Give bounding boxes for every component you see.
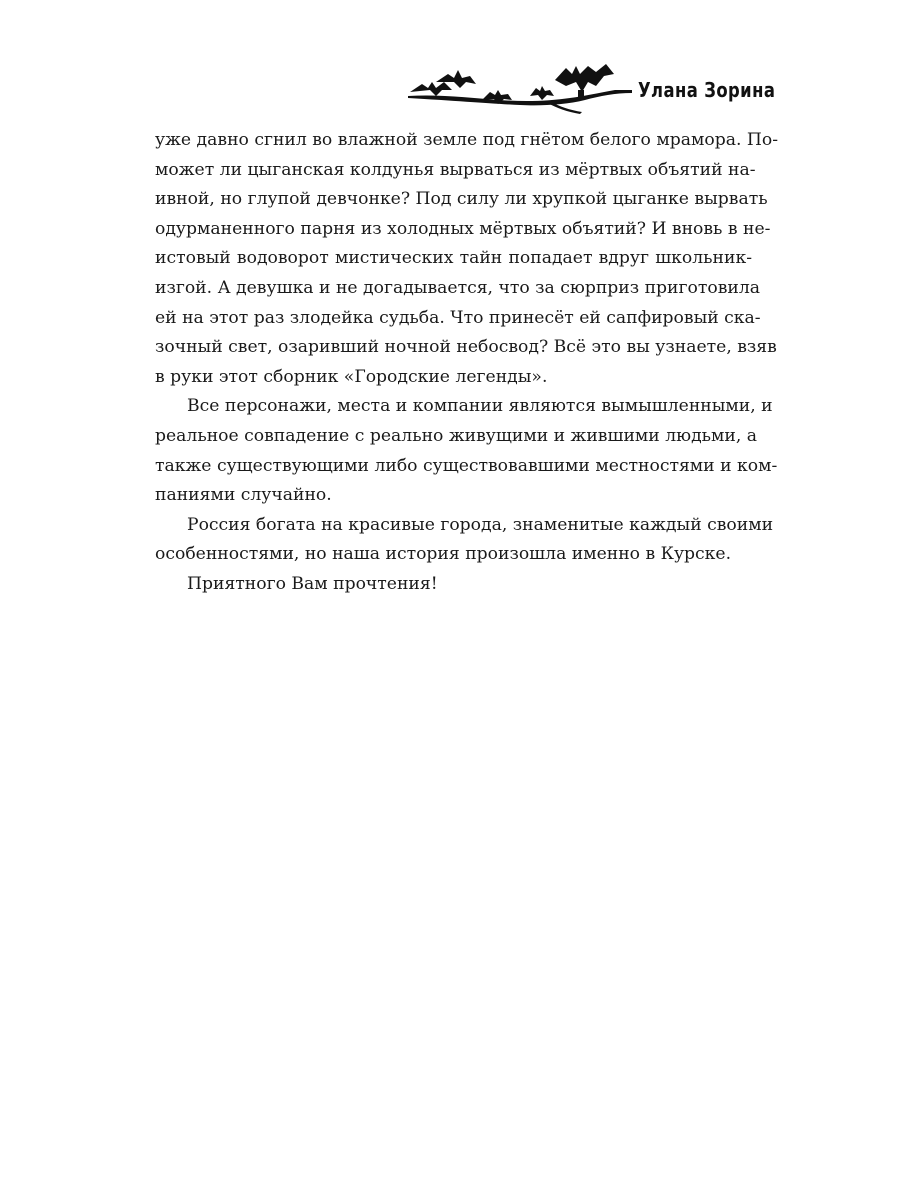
text-line: одурманенного парня из холодных мёртвых объятий? И вновь в не-	[155, 218, 771, 239]
text-line: в руки этот сборник «Городские легенды».	[155, 366, 548, 387]
text-line: уже давно сгнил во влажной земле под гнётом белого мрамора. По-	[155, 130, 779, 150]
bats-on-branch-icon	[400, 60, 640, 120]
text-line: особенностями, но наша история произошла именно в Курске.	[155, 544, 732, 565]
author-name: Улана Зорина	[638, 78, 776, 102]
text-line: истовый водоворот мистических тайн попадает вдруг школьник-	[155, 248, 752, 269]
paragraph	[155, 126, 779, 392]
text-line: зочный свет, озаривший ночной небосвод? Всё это вы узнаете, взяв	[155, 337, 777, 358]
paragraph	[155, 570, 752, 600]
paragraph	[155, 511, 774, 570]
text-line: паниями случайно.	[155, 485, 332, 506]
text-line: Россия богата на красивые города, знаменитые каждый своими	[187, 514, 774, 535]
text-line: Приятного Вам прочтения!	[187, 573, 438, 594]
text-line: изгой. А девушка и не догадывается, что за сюрприз приготовила	[155, 277, 761, 298]
text-line: также существующими либо существовавшими местностями и ком-	[155, 455, 778, 476]
text-line: реальное совпадение с реально живущими и жившими людьми, а	[155, 425, 758, 446]
text-line: ивной, но глупой девчонке? Под силу ли хрупкой цыганке вырвать	[155, 189, 768, 210]
paragraph	[155, 392, 778, 510]
text-line: Все персонажи, места и компании являются вымышленными, и	[187, 396, 773, 417]
text-line: может ли цыганская колдунья вырваться из мёртвых объятий на-	[155, 159, 756, 180]
text-line: ей на этот раз злодейка судьба. Что принесёт ей сапфировый ска-	[155, 307, 761, 328]
page-body	[155, 126, 779, 600]
